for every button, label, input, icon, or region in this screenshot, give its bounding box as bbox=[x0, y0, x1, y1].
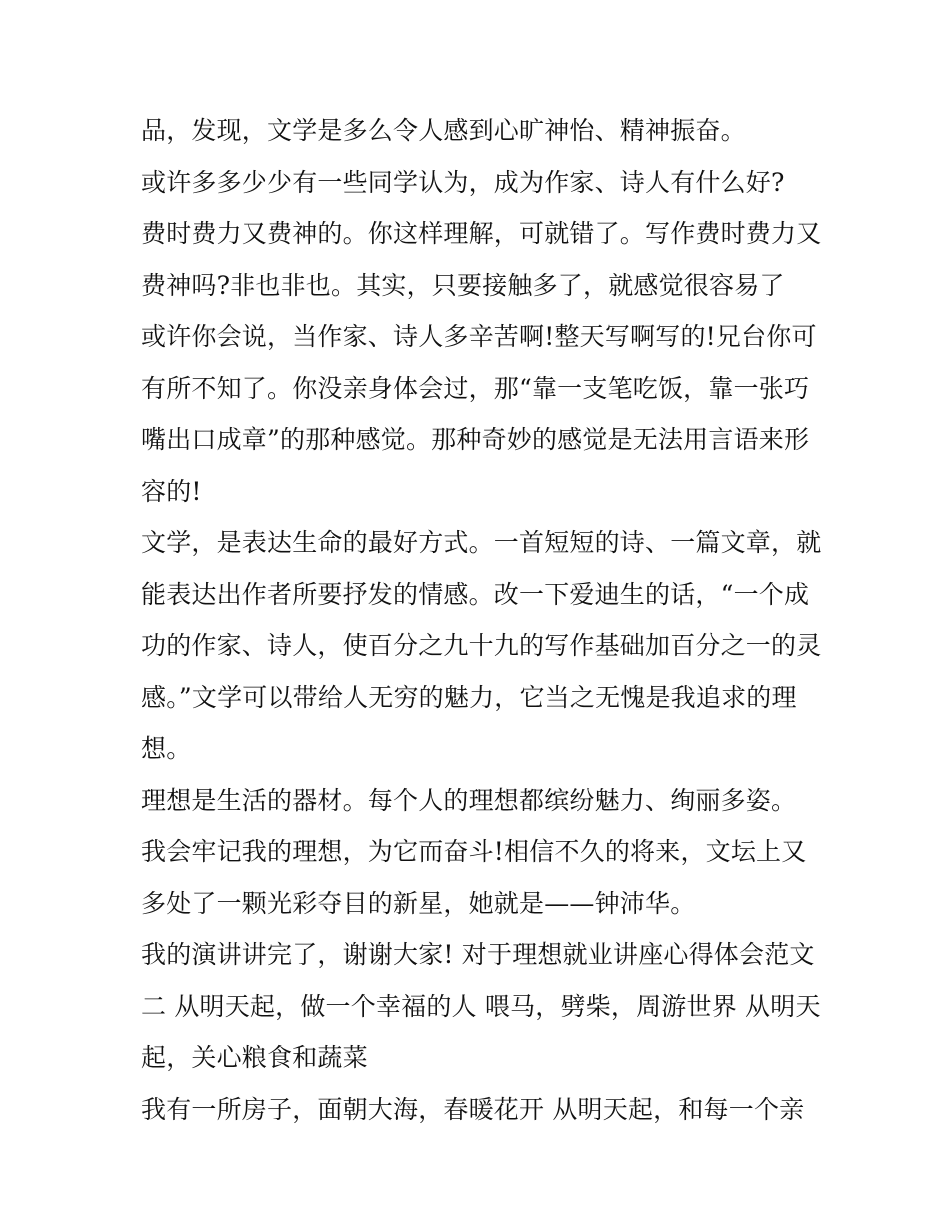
text-line: 想。 bbox=[141, 734, 192, 763]
text-line: 功的作家、诗人，使百分之九十九的写作基础加百分之一的灵 bbox=[141, 631, 822, 660]
text-line: 嘴出口成章”的那种感觉。那种奇妙的感觉是无法用言语来形 bbox=[141, 425, 810, 454]
text-line: 有所不知了。你没亲身体会过，那“靠一支笔吃饭，靠一张巧 bbox=[141, 373, 810, 403]
text-line: 容的! bbox=[141, 476, 202, 506]
text-line: 二 从明天起，做一个幸福的人 喂马，劈柴，周游世界 从明天 bbox=[141, 991, 821, 1021]
text-line: 多处了一颗光彩夺目的新星，她就是——钟沛华。 bbox=[141, 888, 696, 918]
text-line: 品，发现，文学是多么令人感到心旷神怡、精神振奋。 bbox=[141, 116, 746, 145]
text-line: 费神吗?非也非也。其实，只要接触多了，就感觉很容易了 bbox=[141, 270, 785, 300]
text-line: 我有一所房子，面朝大海，春暖花开 从明天起，和每一个亲 bbox=[141, 1094, 805, 1124]
text-line: 或许你会说，当作家、诗人多辛苦啊!整天写啊写的!兄台你可 bbox=[141, 322, 817, 351]
text-line: 能表达出作者所要抒发的情感。改一下爱迪生的话，“一个成 bbox=[141, 579, 810, 609]
text-line: 起，关心粮食和蔬菜 bbox=[141, 1043, 368, 1072]
text-line: 我的演讲讲完了，谢谢大家! 对于理想就业讲座心得体会范文 bbox=[141, 940, 815, 969]
text-line: 我会牢记我的理想，为它而奋斗!相信不久的将来，文坛上又 bbox=[141, 837, 807, 866]
body-text bbox=[141, 111, 831, 1141]
text-line: 或许多多少少有一些同学认为，成为作家、诗人有什么好? bbox=[141, 167, 785, 197]
text-line: 费时费力又费神的。你这样理解，可就错了。写作费时费力又 bbox=[141, 219, 822, 248]
text-line: 理想是生活的器材。每个人的理想都缤纷魅力、绚丽多姿。 bbox=[141, 785, 797, 815]
text-line: 感。”文学可以带给人无穷的魅力，它当之无愧是我追求的理 bbox=[141, 682, 797, 712]
text-line: 文学，是表达生命的最好方式。一首短短的诗、一篇文章，就 bbox=[141, 528, 822, 557]
